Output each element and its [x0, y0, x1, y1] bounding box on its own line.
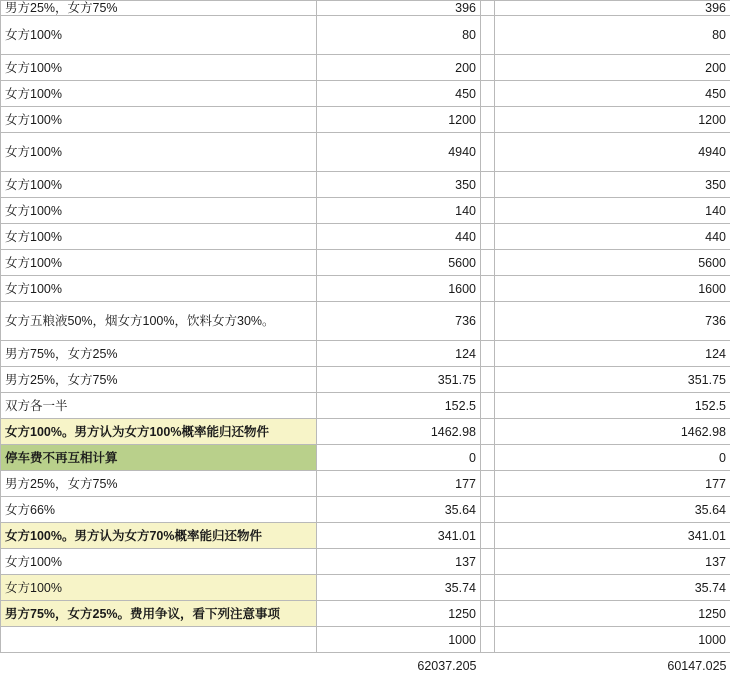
sheet-bottom-padding — [0, 678, 730, 686]
row-amount-b: 1600 — [495, 276, 730, 302]
row-spacer — [481, 276, 495, 302]
row-amount-b: 80 — [495, 16, 730, 55]
totals-amount-b: 60147.025 — [495, 653, 730, 679]
row-spacer — [481, 471, 495, 497]
row-amount-b: 1200 — [495, 107, 730, 133]
table-row[interactable] — [1, 1, 730, 16]
row-description: 男方25%，女方75% — [1, 1, 317, 16]
row-spacer — [481, 16, 495, 55]
row-spacer — [481, 601, 495, 627]
table-row-highlighted[interactable] — [1, 523, 730, 549]
row-spacer — [481, 172, 495, 198]
row-amount-b: 341.01 — [495, 523, 730, 549]
totals-amount-a: 62037.205 — [317, 653, 481, 679]
row-amount-a: 35.64 — [317, 497, 481, 523]
row-description: 女方100%。男方认为女方100%概率能归还物件 — [1, 419, 317, 445]
totals-row[interactable] — [1, 653, 730, 679]
row-amount-a: 35.74 — [317, 575, 481, 601]
row-spacer — [481, 302, 495, 341]
table-row[interactable] — [1, 367, 730, 393]
row-amount-b: 200 — [495, 55, 730, 81]
row-description: 女方100% — [1, 250, 317, 276]
row-spacer — [481, 367, 495, 393]
row-amount-a: 152.5 — [317, 393, 481, 419]
row-description: 女方100% — [1, 107, 317, 133]
table-row[interactable] — [1, 133, 730, 172]
row-spacer — [481, 250, 495, 276]
row-spacer — [481, 627, 495, 653]
row-description: 女方100% — [1, 224, 317, 250]
row-amount-a: 137 — [317, 549, 481, 575]
table-row-highlighted[interactable] — [1, 601, 730, 627]
row-description: 女方100%。男方认为女方70%概率能归还物件 — [1, 523, 317, 549]
row-amount-b: 35.64 — [495, 497, 730, 523]
row-amount-b: 350 — [495, 172, 730, 198]
row-description: 男方25%，女方75% — [1, 471, 317, 497]
row-amount-b: 5600 — [495, 250, 730, 276]
row-description: 男方75%，女方25% — [1, 341, 317, 367]
table-row[interactable] — [1, 172, 730, 198]
table-row[interactable] — [1, 16, 730, 55]
row-amount-a: 4940 — [317, 133, 481, 172]
row-amount-b: 0 — [495, 445, 730, 471]
row-description: 女方100% — [1, 81, 317, 107]
row-amount-b: 440 — [495, 224, 730, 250]
row-description: 女方100% — [1, 55, 317, 81]
row-amount-a: 450 — [317, 81, 481, 107]
row-description: 双方各一半 — [1, 393, 317, 419]
table-row-highlighted[interactable] — [1, 445, 730, 471]
row-amount-a: 396 — [317, 1, 481, 16]
table-row[interactable] — [1, 471, 730, 497]
row-amount-b: 351.75 — [495, 367, 730, 393]
row-amount-a: 1250 — [317, 601, 481, 627]
table-row[interactable] — [1, 627, 730, 653]
row-description: 女方100% — [1, 575, 317, 601]
row-amount-b: 1000 — [495, 627, 730, 653]
row-spacer — [481, 523, 495, 549]
table-row[interactable] — [1, 81, 730, 107]
table-row-highlighted[interactable] — [1, 575, 730, 601]
row-spacer — [481, 341, 495, 367]
row-spacer — [481, 198, 495, 224]
row-spacer — [481, 419, 495, 445]
row-amount-b: 1462.98 — [495, 419, 730, 445]
row-amount-b: 137 — [495, 549, 730, 575]
row-description: 女方100% — [1, 549, 317, 575]
row-description: 女方100% — [1, 276, 317, 302]
table-body — [1, 1, 730, 679]
row-amount-b: 152.5 — [495, 393, 730, 419]
row-description: 女方100% — [1, 16, 317, 55]
totals-label — [1, 653, 317, 679]
row-amount-b: 736 — [495, 302, 730, 341]
row-spacer — [481, 107, 495, 133]
table-row-highlighted[interactable] — [1, 419, 730, 445]
table-row[interactable] — [1, 341, 730, 367]
row-spacer — [481, 653, 495, 679]
row-amount-b: 450 — [495, 81, 730, 107]
table-row[interactable] — [1, 276, 730, 302]
row-amount-a: 736 — [317, 302, 481, 341]
row-spacer — [481, 445, 495, 471]
row-amount-b: 396 — [495, 1, 730, 16]
table-row[interactable] — [1, 549, 730, 575]
row-amount-a: 1200 — [317, 107, 481, 133]
row-amount-a: 1600 — [317, 276, 481, 302]
table-row[interactable] — [1, 224, 730, 250]
row-description: 男方75%，女方25%。费用争议，看下列注意事项 — [1, 601, 317, 627]
row-amount-b: 140 — [495, 198, 730, 224]
row-spacer — [481, 55, 495, 81]
row-description: 停车费不再互相计算 — [1, 445, 317, 471]
row-spacer — [481, 393, 495, 419]
row-amount-a: 80 — [317, 16, 481, 55]
row-amount-b: 1250 — [495, 601, 730, 627]
table-row[interactable] — [1, 107, 730, 133]
row-description: 女方100% — [1, 198, 317, 224]
row-spacer — [481, 81, 495, 107]
row-spacer — [481, 575, 495, 601]
row-amount-b: 35.74 — [495, 575, 730, 601]
table-row[interactable] — [1, 497, 730, 523]
row-spacer — [481, 1, 495, 16]
row-spacer — [481, 224, 495, 250]
row-spacer — [481, 133, 495, 172]
row-amount-a: 440 — [317, 224, 481, 250]
row-spacer — [481, 497, 495, 523]
row-description: 女方66% — [1, 497, 317, 523]
row-amount-b: 124 — [495, 341, 730, 367]
row-description: 女方100% — [1, 133, 317, 172]
table-row[interactable] — [1, 302, 730, 341]
row-description: 女方五粮液50%，烟女方100%，饮料女方30%。 — [1, 302, 317, 341]
table-row[interactable] — [1, 198, 730, 224]
row-amount-a: 1462.98 — [317, 419, 481, 445]
row-description — [1, 627, 317, 653]
row-amount-a: 140 — [317, 198, 481, 224]
table-row[interactable] — [1, 250, 730, 276]
table-row[interactable] — [1, 55, 730, 81]
row-amount-b: 4940 — [495, 133, 730, 172]
row-amount-a: 177 — [317, 471, 481, 497]
row-amount-a: 124 — [317, 341, 481, 367]
row-spacer — [481, 549, 495, 575]
row-amount-a: 5600 — [317, 250, 481, 276]
row-amount-a: 350 — [317, 172, 481, 198]
row-amount-a: 1000 — [317, 627, 481, 653]
row-amount-a: 341.01 — [317, 523, 481, 549]
row-amount-a: 0 — [317, 445, 481, 471]
row-amount-a: 200 — [317, 55, 481, 81]
table-row[interactable] — [1, 393, 730, 419]
row-description: 女方100% — [1, 172, 317, 198]
row-amount-a: 351.75 — [317, 367, 481, 393]
row-amount-b: 177 — [495, 471, 730, 497]
row-description: 男方25%，女方75% — [1, 367, 317, 393]
